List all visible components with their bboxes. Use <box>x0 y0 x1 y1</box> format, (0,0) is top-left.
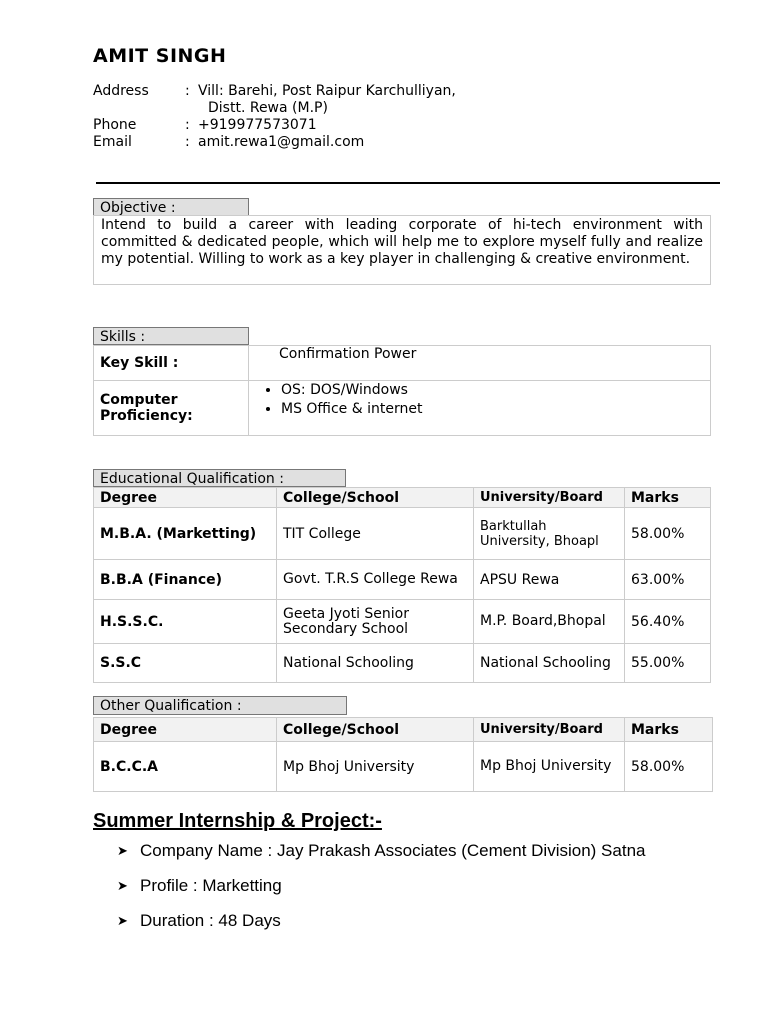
internship-duration: Duration : 48 Days <box>140 910 281 930</box>
column-header: Degree <box>94 718 277 742</box>
computer-proficiency-list <box>259 381 704 419</box>
college-cell: Govt. T.R.S College Rewa <box>277 560 474 600</box>
marks-cell: 56.40% <box>625 600 711 644</box>
table-row <box>94 742 713 792</box>
column-header: College/School <box>277 718 474 742</box>
arrowhead-bullet-icon: ➤ <box>117 912 128 928</box>
objective-heading: Objective : <box>93 198 249 216</box>
list-item: • MS Office & internet <box>281 400 704 419</box>
college-cell: National Schooling <box>277 644 474 683</box>
college-cell: Geeta Jyoti Senior Secondary School <box>277 600 474 644</box>
education-heading: Educational Qualification : <box>93 469 346 487</box>
address-label: Address <box>93 83 149 99</box>
column-header: Marks <box>625 718 713 742</box>
table-header-row <box>94 718 713 742</box>
marks-cell: 63.00% <box>625 560 711 600</box>
college-cell: Mp Bhoj University <box>277 742 474 792</box>
university-cell: National Schooling <box>474 644 625 683</box>
table-header-row <box>94 488 711 508</box>
other-qualification-table <box>93 717 713 792</box>
key-skill-value: Confirmation Power <box>249 346 711 381</box>
email-value: amit.rewa1@gmail.com <box>198 134 365 150</box>
university-cell: APSU Rewa <box>474 560 625 600</box>
degree-cell: S.S.C <box>94 644 277 683</box>
marks-cell: 55.00% <box>625 644 711 683</box>
column-header: University/Board <box>474 488 625 508</box>
separator: : <box>185 134 190 150</box>
phone-label: Phone <box>93 117 137 133</box>
phone-value: +919977573071 <box>198 117 317 133</box>
internship-heading: Summer Internship & Project:- <box>93 810 382 832</box>
list-item: • OS: DOS/Windows <box>281 381 704 400</box>
separator: : <box>185 117 190 133</box>
arrowhead-bullet-icon: ➤ <box>117 842 128 858</box>
marks-cell: 58.00% <box>625 508 711 560</box>
column-header: Degree <box>94 488 277 508</box>
skills-table <box>93 345 711 436</box>
email-label: Email <box>93 134 132 150</box>
list-item <box>117 903 645 938</box>
column-header: University/Board <box>474 718 625 742</box>
skills-heading: Skills : <box>93 327 249 345</box>
education-table <box>93 487 711 683</box>
table-row <box>94 381 711 436</box>
table-row <box>94 644 711 683</box>
university-cell: Barktullah University, Bhoapl <box>474 508 625 560</box>
internship-list <box>117 833 645 938</box>
separator: : <box>185 83 190 99</box>
table-row <box>94 560 711 600</box>
university-cell: Mp Bhoj University <box>474 742 625 792</box>
candidate-name: AMIT SINGH <box>93 45 227 67</box>
university-cell: M.P. Board,Bhopal <box>474 600 625 644</box>
degree-cell: B.C.C.A <box>94 742 277 792</box>
table-row <box>94 600 711 644</box>
address-line-2: Distt. Rewa (M.P) <box>208 100 328 116</box>
column-header: College/School <box>277 488 474 508</box>
internship-company: Company Name : Jay Prakash Associates (Cement Division) Satna <box>140 840 646 860</box>
address-line-1: Vill: Barehi, Post Raipur Karchulliyan, <box>198 83 456 99</box>
arrowhead-bullet-icon: ➤ <box>117 877 128 893</box>
column-header: Marks <box>625 488 711 508</box>
table-row <box>94 346 711 381</box>
key-skill-label: Key Skill : <box>94 346 249 381</box>
list-item <box>117 868 645 903</box>
degree-cell: H.S.S.C. <box>94 600 277 644</box>
degree-cell: B.B.A (Finance) <box>94 560 277 600</box>
degree-cell: M.B.A. (Marketting) <box>94 508 277 560</box>
objective-text: Intend to build a career with leading corporate of hi-tech environment with committed & dedicated people, which will help me to explore myself fully and realize my potential. Willing to work as a key player in challenging & creative environment. <box>93 215 711 285</box>
contact-block <box>93 83 456 151</box>
internship-profile: Profile : Marketting <box>140 875 282 895</box>
list-item <box>117 833 645 868</box>
table-row <box>94 508 711 560</box>
college-cell: TIT College <box>277 508 474 560</box>
other-qualification-heading: Other Qualification : <box>93 696 347 715</box>
horizontal-rule <box>96 182 720 184</box>
marks-cell: 58.00% <box>625 742 713 792</box>
computer-proficiency-label: Computer Proficiency: <box>94 381 249 436</box>
